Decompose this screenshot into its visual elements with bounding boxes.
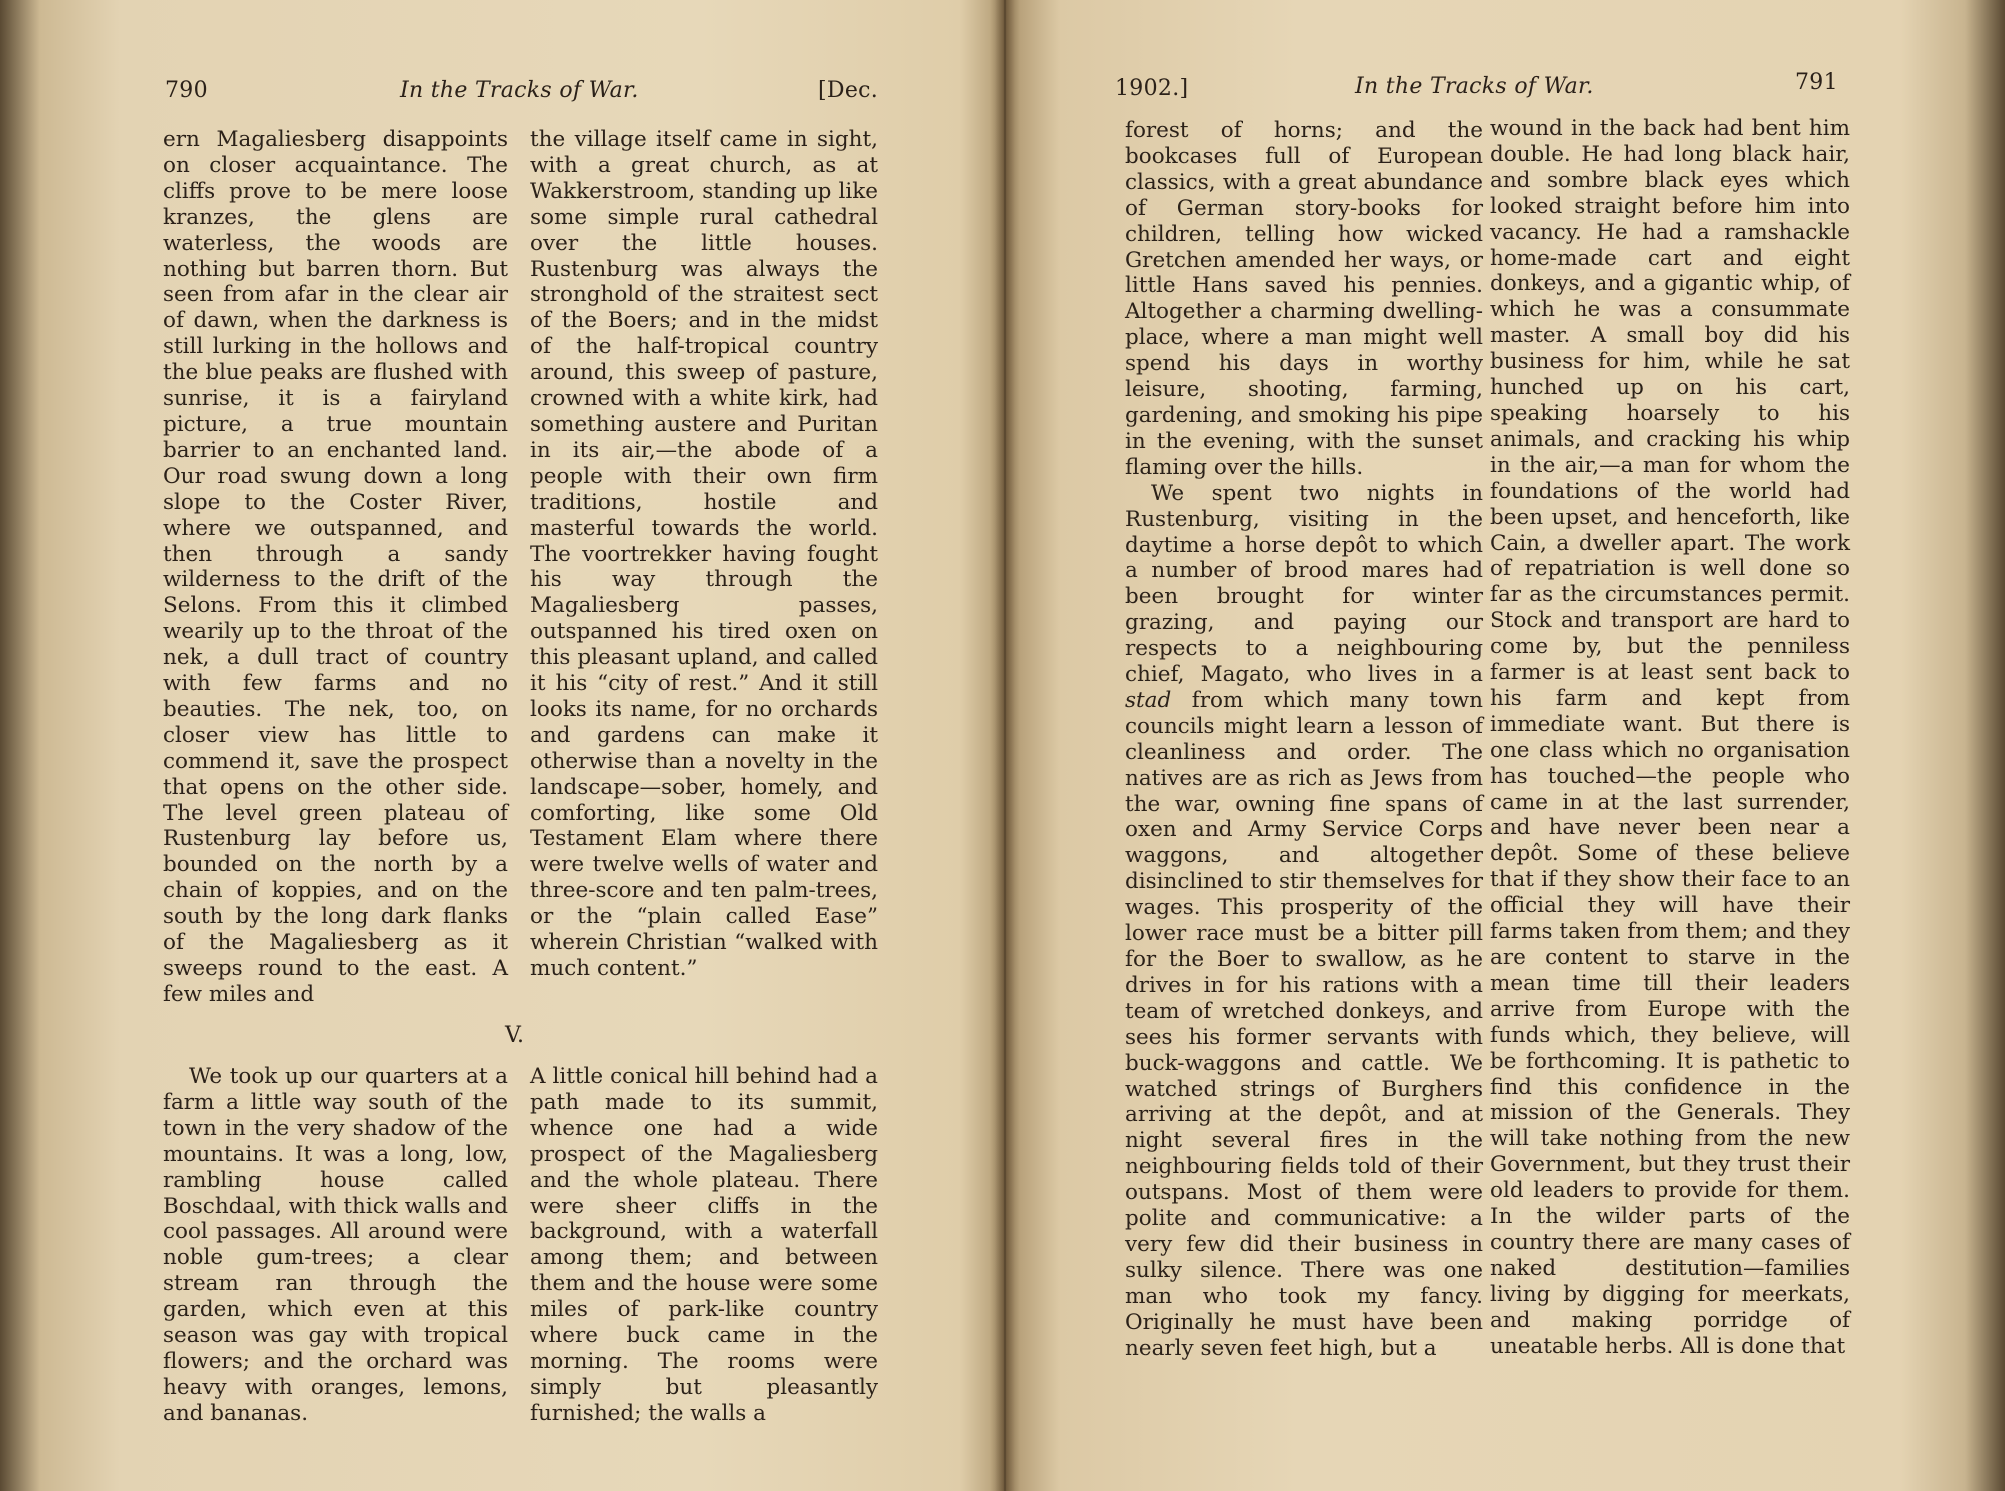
running-title-left: In the Tracks of War. xyxy=(400,78,639,103)
section-number: V. xyxy=(505,1023,525,1048)
right-column-1 xyxy=(1125,118,1483,1362)
paragraph: A little conical hill behind had a path made to its summit, whence one had a wide prospect of the Magaliesberg and the whole plateau. There were sheer cliffs in the background, with a waterfall among them; and between them and the house were some miles of park-like country where buck came in the morning. The rooms were simply but pleasantly furnished; the walls a xyxy=(530,1064,878,1426)
paragraph: the village itself came in sight, with a great church, as at Wakkerstroom, standing up like some simple rural cathedral over the little houses. Rustenburg was always the stronghold of the straitest sect of the Boers; and in the midst of the half-tropical country around, this sweep of pasture, crowned with a white kirk, had something austere and Puritan in its air,—the abode of a people with their own firm traditions, hostile and masterful towards the world. The voortrekker having fought his way through the Magaliesberg passes, outspanned his tired oxen on this pleasant upland, and called it his “city of rest.” And it still looks its name, for no orchards and gardens can make it otherwise than a novelty in the landscape—sober, homely, and comforting, like some Old Testament Elam where there were twelve wells of water and three-score and ten palm-trees, or the “plain called Ease” wherein Christian “walked with much content.” xyxy=(530,127,878,981)
left-column-2-bottom xyxy=(530,1064,878,1427)
right-page xyxy=(1010,0,2005,1491)
page-number-right: 791 xyxy=(1795,70,1838,95)
left-column-1-top xyxy=(163,127,508,1008)
left-page xyxy=(0,0,995,1491)
left-column-1-bottom xyxy=(163,1064,508,1427)
paragraph: forest of horns; and the bookcases full of European classics, with a great abundance of German story-books for children, telling how wicked Gretchen amended her ways, or little Hans saved his pennies. Altogether a charming dwelling-place, where a man might well spend his days in worthy leisure, shooting, farming, gardening, and smoking his pipe in the evening, with the sunset flaming over the hills. xyxy=(1125,118,1483,480)
paragraph: wound in the back had bent him double. He had long black hair, and sombre black eyes which looked straight before him into vacancy. He had a ramshackle home-made cart and eight donkeys, and a gigantic whip, of which he was a consummate master. A small boy did his business for him, while he sat hunched up on his cart, speaking hoarsely to his animals, and cracking his whip in the air,—a man for whom the foundations of the world had been upset, and henceforth, like Cain, a dweller apart. The work of repatriation is well done so far as the circumstances permit. Stock and transport are hard to come by, but the penniless farmer is at least sent back to his farm and kept from immediate want. But there is one class which no organisation has touched—the people who came in at the last surrender, and have never been near a depôt. Some of these believe that if they show their face to an official they will have their farms taken from them; and they are content to starve in the mean time till their leaders arrive from Europe with the funds which, they believe, will be forthcoming. It is pathetic to find this confidence in the mission of the Generals. They will take nothing from the new Government, but they trust their old leaders to provide for them. In the wilder parts of the country there are many cases of naked destitution—families living by digging for meerkats, and making porridge of uneatable herbs. All is done that xyxy=(1490,116,1850,1359)
text-run: We spent two nights in Rustenburg, visiting in the daytime a horse depôt to which a number of brood mares had been brought for winter grazing, and paying our respects to a neighbouring chief, Magato, who lives in a xyxy=(1125,480,1483,688)
paragraph xyxy=(1125,481,1483,1362)
running-title-right: In the Tracks of War. xyxy=(1355,74,1594,99)
paragraph: ern Magaliesberg disappoints on closer acquaintance. The cliffs prove to be mere loose kranzes, the glens are waterless, the woods are nothing but barren thorn. But seen from afar in the clear air of dawn, when the darkness is still lurking in the hollows and the blue peaks are flushed with sunrise, it is a fairyland picture, a true mountain barrier to an enchanted land. Our road swung down a long slope to the Coster River, where we outspanned, and then through a sandy wilderness to the drift of the Selons. From this it climbed wearily up to the throat of the nek, a dull tract of country with few farms and no beauties. The nek, too, on closer view has little to commend it, save the prospect that opens on the other side. The level green plateau of Rustenburg lay before us, bounded on the north by a chain of koppies, and on the south by the long dark flanks of the Magaliesberg as it sweeps round to the east. A few miles and xyxy=(163,127,508,1007)
italic-word: stad xyxy=(1125,687,1172,713)
text-run: from which many town councils might learn a lesson of cleanliness and order. The natives are as rich as Jews from the war, owning fine spans of oxen and Army Service Corps waggons, and altogether disinclined to stir themselves for wages. This prosperity of the lower race must be a bitter pill for the Boer to swallow, as he drives in for his rations with a team of wretched donkeys, and sees his former servants with buck-waggons and cattle. We watched strings of Burghers arriving at the depôt, and at night several fires in the neighbouring fields told of their outspans. Most of them were polite and communicative: a very few did their business in sulky silence. There was one man who took my fancy. Originally he must have been nearly seven feet high, but a xyxy=(1125,687,1483,1361)
paragraph: We took up our quarters at a farm a little way south of the town in the very shadow of the mountains. It was a long, low, rambling house called Boschdaal, with thick walls and cool passages. All around were noble gum-trees; a clear stream ran through the garden, which even at this season was gay with tropical flowers; and the orchard was heavy with oranges, lemons, and bananas. xyxy=(163,1064,508,1426)
page-number-left: 790 xyxy=(165,78,208,103)
right-column-2 xyxy=(1490,116,1850,1360)
date-mark-right: 1902.] xyxy=(1115,76,1189,101)
date-mark-left: [Dec. xyxy=(818,78,879,103)
left-column-2-top xyxy=(530,127,878,982)
